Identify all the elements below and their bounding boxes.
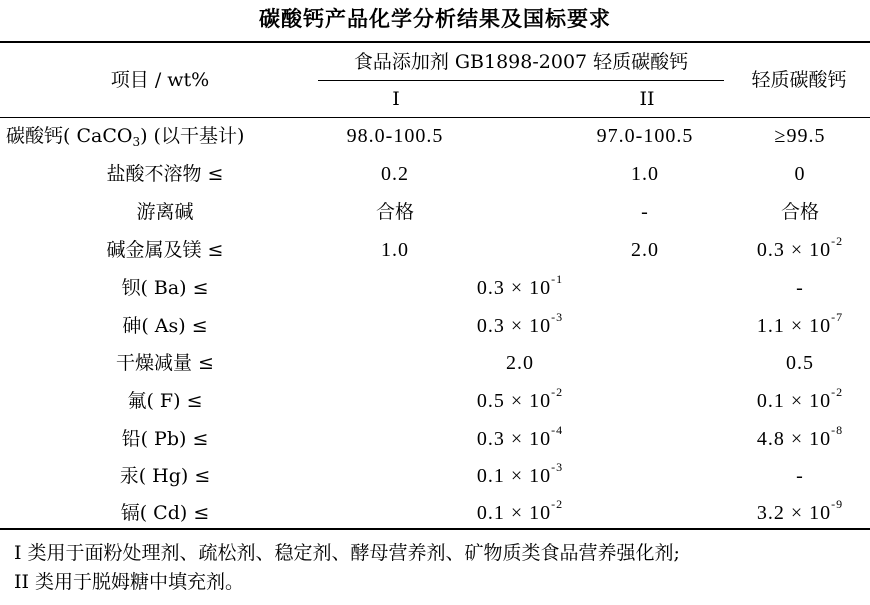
cell-shared: 2.0 bbox=[506, 352, 534, 374]
value-exponent: -2 bbox=[831, 234, 844, 248]
table-row-label: 汞( Hg) ≤ bbox=[119, 465, 211, 487]
cell-II: 97.0-100.5 bbox=[596, 125, 694, 147]
value-base: 0.1 × 10 bbox=[756, 390, 832, 412]
header-food-additive-group: 食品添加剂 GB1898-2007 轻质碳酸钙 bbox=[353, 51, 689, 73]
cell-light: - bbox=[796, 465, 804, 487]
cell-light: 0 bbox=[794, 163, 806, 185]
table-title: 碳酸钙产品化学分析结果及国标要求 bbox=[259, 7, 611, 31]
value-exponent: -3 bbox=[551, 460, 564, 474]
value-exponent: -2 bbox=[551, 497, 564, 511]
cell-II: 1.0 bbox=[631, 163, 659, 185]
header-sub-I: I bbox=[392, 88, 400, 110]
cell-I: 0.2 bbox=[381, 163, 409, 185]
table-row-label bbox=[6, 121, 316, 151]
cell-light bbox=[730, 498, 870, 528]
cell-II: 2.0 bbox=[631, 239, 659, 261]
value-base: 4.8 × 10 bbox=[756, 428, 832, 450]
table-row-label: 碱金属及镁 ≤ bbox=[106, 239, 224, 261]
footnote-class-II: II 类用于脱姆糖中填充剂。 bbox=[14, 571, 245, 593]
header-light-calcium: 轻质碳酸钙 bbox=[751, 69, 847, 91]
value-exponent: -1 bbox=[551, 272, 564, 286]
header-sub-II: II bbox=[639, 88, 655, 110]
value-exponent: -3 bbox=[551, 310, 564, 324]
value-base: 0.5 × 10 bbox=[476, 390, 552, 412]
value-base: 0.3 × 10 bbox=[476, 315, 552, 337]
footnote-class-I: I 类用于面粉处理剂、疏松剂、稳定剂、酵母营养剂、矿物质类食品营养强化剂; bbox=[14, 542, 680, 564]
value-base: 0.3 × 10 bbox=[476, 277, 552, 299]
cell-II: - bbox=[641, 201, 649, 223]
table-row-label: 镉( Cd) ≤ bbox=[120, 502, 210, 524]
cell-light bbox=[730, 424, 870, 454]
value-base: 3.2 × 10 bbox=[756, 502, 832, 524]
value-exponent: -9 bbox=[831, 497, 844, 511]
value-exponent: -2 bbox=[551, 385, 564, 399]
cell-shared bbox=[440, 386, 600, 416]
cell-light bbox=[730, 311, 870, 341]
cell-I: 1.0 bbox=[381, 239, 409, 261]
top-rule bbox=[0, 41, 870, 43]
table-row-label: 干燥减量 ≤ bbox=[116, 352, 214, 374]
value-base: 0.3 × 10 bbox=[476, 428, 552, 450]
table-row-label: 氟( F) ≤ bbox=[127, 390, 203, 412]
value-base: 0.3 × 10 bbox=[756, 239, 832, 261]
cell-light bbox=[730, 235, 870, 265]
table-row-label: 铅( Pb) ≤ bbox=[121, 428, 209, 450]
table-row-label: 钡( Ba) ≤ bbox=[121, 277, 209, 299]
row-label-post: ) (以干基计) bbox=[140, 125, 245, 147]
cell-light bbox=[730, 386, 870, 416]
cell-shared bbox=[440, 424, 600, 454]
cell-light: ≥99.5 bbox=[774, 125, 826, 147]
value-base: 0.1 × 10 bbox=[476, 465, 552, 487]
cell-light: 0.5 bbox=[786, 352, 814, 374]
value-base: 1.1 × 10 bbox=[756, 315, 832, 337]
group-underline bbox=[318, 80, 724, 81]
value-exponent: -8 bbox=[831, 423, 844, 437]
row-label-subscript: 3 bbox=[132, 135, 141, 149]
header-item-column: 项目 / wt% bbox=[110, 69, 210, 91]
table-row-label: 砷( As) ≤ bbox=[122, 315, 208, 337]
cell-light: - bbox=[796, 277, 804, 299]
value-exponent: -2 bbox=[831, 385, 844, 399]
row-label-pre: 碳酸钙( CaCO bbox=[6, 125, 133, 147]
header-bottom-rule bbox=[0, 117, 870, 118]
cell-shared bbox=[440, 498, 600, 528]
cell-shared bbox=[440, 311, 600, 341]
value-base: 0.1 × 10 bbox=[476, 502, 552, 524]
cell-shared bbox=[440, 461, 600, 491]
cell-light: 合格 bbox=[780, 201, 819, 223]
cell-shared bbox=[440, 273, 600, 303]
table-row-label: 盐酸不溶物 ≤ bbox=[106, 163, 224, 185]
bottom-rule bbox=[0, 528, 870, 530]
table-row-label: 游离碱 bbox=[136, 201, 194, 223]
cell-I: 合格 bbox=[375, 201, 414, 223]
value-exponent: -7 bbox=[831, 310, 844, 324]
value-exponent: -4 bbox=[551, 423, 564, 437]
cell-I: 98.0-100.5 bbox=[346, 125, 444, 147]
